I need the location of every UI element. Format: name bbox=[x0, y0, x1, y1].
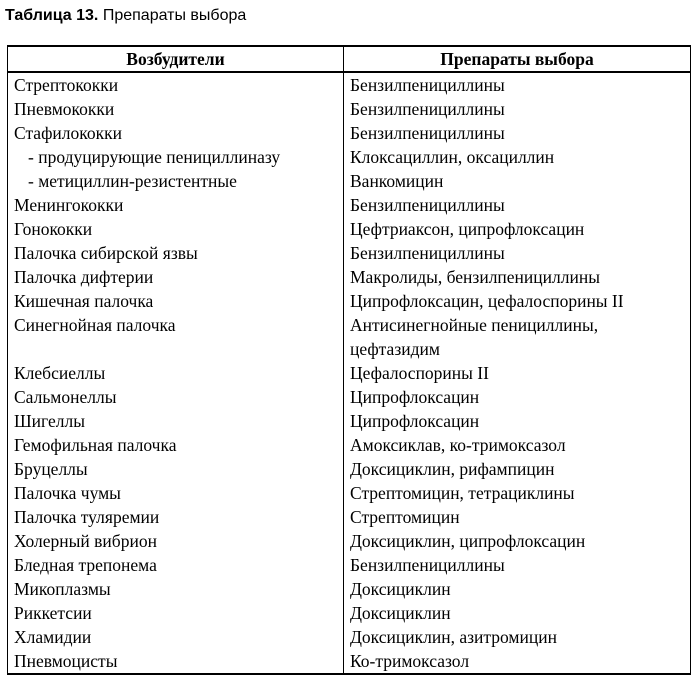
caption-label: Таблица 13. bbox=[5, 7, 99, 24]
pathogen-cell: Стафилококки bbox=[8, 121, 344, 145]
table-row bbox=[8, 313, 691, 361]
drug-cell: Доксициклин, рифампицин bbox=[344, 457, 691, 481]
table-row bbox=[8, 601, 691, 625]
table-row bbox=[8, 481, 691, 505]
pathogen-cell: Пневмоцисты bbox=[8, 649, 344, 674]
drug-cell: Бензилпенициллины bbox=[344, 97, 691, 121]
pathogen-cell: Микоплазмы bbox=[8, 577, 344, 601]
caption-text: Препараты выбора bbox=[102, 7, 247, 24]
pathogen-cell: Бледная трепонема bbox=[8, 553, 344, 577]
table-row bbox=[8, 433, 691, 457]
drug-cell: Ванкомицин bbox=[344, 169, 691, 193]
table-header-row bbox=[8, 46, 691, 72]
drug-cell: Доксициклин, азитромицин bbox=[344, 625, 691, 649]
drug-cell: Ципрофлоксацин, цефалоспорины II bbox=[344, 289, 691, 313]
drug-cell: Амоксиклав, ко-тримоксазол bbox=[344, 433, 691, 457]
table-caption bbox=[5, 6, 246, 26]
table-row bbox=[8, 145, 691, 169]
header-drugs: Препараты выбора bbox=[344, 46, 691, 72]
table-row bbox=[8, 361, 691, 385]
table-row bbox=[8, 529, 691, 553]
table-row bbox=[8, 193, 691, 217]
pathogen-cell: Хламидии bbox=[8, 625, 344, 649]
pathogen-cell: Палочка сибирской язвы bbox=[8, 241, 344, 265]
table-row bbox=[8, 97, 691, 121]
pathogen-cell: Сальмонеллы bbox=[8, 385, 344, 409]
drug-cell: Бензилпенициллины bbox=[344, 193, 691, 217]
drug-cell: Доксициклин bbox=[344, 577, 691, 601]
drug-cell: Ципрофлоксацин bbox=[344, 409, 691, 433]
table-row bbox=[8, 505, 691, 529]
drug-cell: Цефалоспорины II bbox=[344, 361, 691, 385]
table-row bbox=[8, 169, 691, 193]
table-row bbox=[8, 457, 691, 481]
table-row bbox=[8, 553, 691, 577]
drug-cell: Клоксациллин, оксациллин bbox=[344, 145, 691, 169]
drug-cell: Бензилпенициллины bbox=[344, 121, 691, 145]
pathogen-cell: Палочка туляремии bbox=[8, 505, 344, 529]
pathogen-cell: - метициллин-резистентные bbox=[8, 169, 344, 193]
pathogen-cell: Клебсиеллы bbox=[8, 361, 344, 385]
table-row bbox=[8, 241, 691, 265]
drug-cell: Макролиды, бензилпенициллины bbox=[344, 265, 691, 289]
table-body bbox=[8, 72, 691, 674]
table-row bbox=[8, 409, 691, 433]
pathogen-cell: Менингококки bbox=[8, 193, 344, 217]
pathogen-cell: Синегнойная палочка bbox=[8, 313, 344, 361]
header-pathogens: Возбудители bbox=[8, 46, 344, 72]
drug-cell: Бензилпенициллины bbox=[344, 72, 691, 97]
pathogen-cell: Гемофильная палочка bbox=[8, 433, 344, 457]
drug-cell: Бензилпенициллины bbox=[344, 553, 691, 577]
table-row bbox=[8, 649, 691, 674]
pathogen-cell: Кишечная палочка bbox=[8, 289, 344, 313]
table-row bbox=[8, 625, 691, 649]
drug-cell: Стрептомицин, тетрациклины bbox=[344, 481, 691, 505]
table-row bbox=[8, 577, 691, 601]
drug-cell: Доксициклин, ципрофлоксацин bbox=[344, 529, 691, 553]
table-row bbox=[8, 385, 691, 409]
drugs-table bbox=[7, 45, 691, 675]
pathogen-cell: Холерный вибрион bbox=[8, 529, 344, 553]
table-row bbox=[8, 265, 691, 289]
table-row bbox=[8, 121, 691, 145]
pathogen-cell: Стрептококки bbox=[8, 72, 344, 97]
drug-cell: Ципрофлоксацин bbox=[344, 385, 691, 409]
pathogen-cell: Риккетсии bbox=[8, 601, 344, 625]
table-row bbox=[8, 217, 691, 241]
pathogen-cell: Пневмококки bbox=[8, 97, 344, 121]
drug-cell: Стрептомицин bbox=[344, 505, 691, 529]
drug-cell: Цефтриаксон, ципрофлоксацин bbox=[344, 217, 691, 241]
pathogen-cell: - продуцирующие пенициллиназу bbox=[8, 145, 344, 169]
table-row bbox=[8, 72, 691, 97]
pathogen-cell: Шигеллы bbox=[8, 409, 344, 433]
drug-cell: Антисинегнойные пенициллины, цефтазидим bbox=[344, 313, 691, 361]
pathogen-cell: Палочка дифтерии bbox=[8, 265, 344, 289]
drug-cell: Ко-тримоксазол bbox=[344, 649, 691, 674]
pathogen-cell: Бруцеллы bbox=[8, 457, 344, 481]
drug-cell: Бензилпенициллины bbox=[344, 241, 691, 265]
drug-cell: Доксициклин bbox=[344, 601, 691, 625]
pathogen-cell: Палочка чумы bbox=[8, 481, 344, 505]
table-row bbox=[8, 289, 691, 313]
pathogen-cell: Гонококки bbox=[8, 217, 344, 241]
